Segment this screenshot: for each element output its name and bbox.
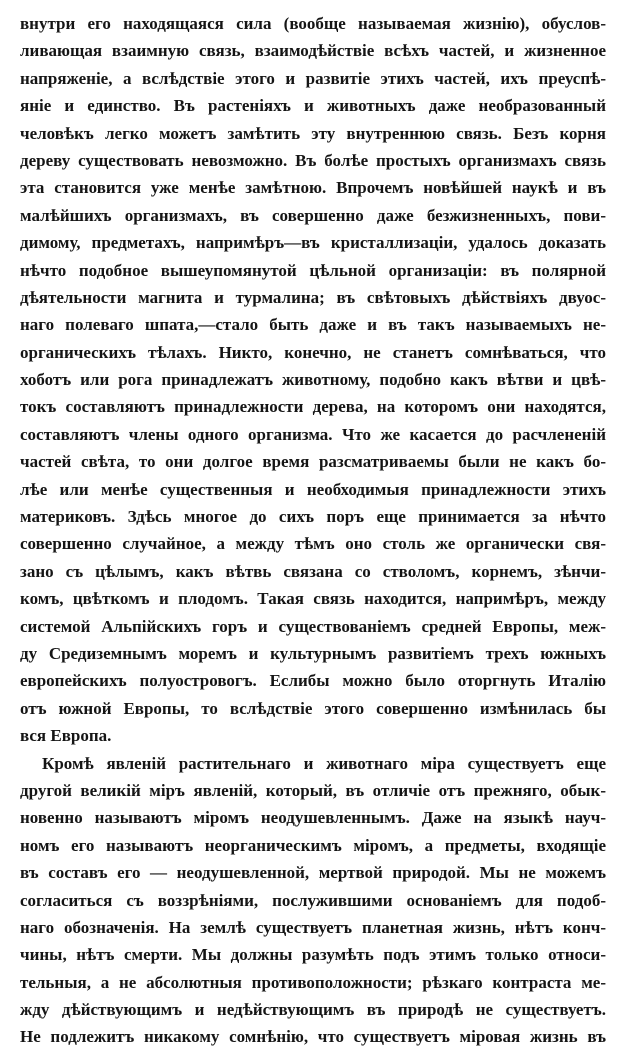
text-line: внутри его находящаяся сила (вообще называемая жизнію), обуслов- — [20, 14, 606, 33]
paragraph — [20, 10, 606, 750]
text-line: органическихъ тѣлахъ. Никто, конечно, не станетъ сомнѣваться, что — [20, 342, 606, 362]
text-line: европейскихъ полуостровогъ. Еслибы можно было оторгнуть Италію — [20, 671, 606, 691]
text-line: тельныя, а не абсолютныя противоположности; рѣзкаго контраста ме- — [20, 972, 606, 992]
text-line: ливающая взаимную связь, взаимодѣйствіе всѣхъ частей, и жизненное — [20, 41, 606, 61]
text-line: наго полеваго шпата,—стало быть даже и въ такъ называемыхъ не- — [20, 315, 606, 335]
page-body-text — [20, 10, 606, 1051]
text-line: составляютъ члены одного организма. Что же касается до расчлененій — [20, 424, 606, 444]
text-line: системой Альпійскихъ горъ и существованіемъ средней Европы, меж- — [20, 616, 606, 636]
text-line: Кромѣ явленій растительнаго и животнаго міра существуетъ еще — [42, 753, 606, 773]
text-line: токъ составляютъ принадлежности дерева, на которомъ они находятся, — [20, 397, 606, 417]
text-line: комъ, цвѣткомъ и плодомъ. Такая связь находится, напримѣръ, между — [20, 589, 606, 609]
text-line: человѣкъ легко можетъ замѣтить эту внутреннюю связь. Безъ корня — [20, 123, 606, 143]
text-line: чины, нѣтъ смерти. Мы должны разумѣть подъ этимъ только относи- — [20, 945, 606, 965]
text-line: малѣйшихъ организмахъ, въ совершенно даже безжизненныхъ, пови- — [20, 205, 606, 225]
paragraph — [20, 750, 606, 1051]
text-line: зано съ цѣлымъ, какъ вѣтвь связана со стволомъ, корнемъ, зѣнчи- — [20, 561, 606, 581]
text-line: наго обозначенія. На землѣ существуетъ планетная жизнь, нѣтъ конч- — [20, 917, 606, 937]
text-line: хоботъ или рога принадлежатъ животному, подобно какъ вѣтви и цвѣ- — [20, 370, 606, 390]
text-line: Не подлежитъ никакому сомнѣнію, что существуетъ міровая жизнь въ — [20, 1027, 606, 1047]
text-line: дереву существовать невозможно. Въ болѣе простыхъ организмахъ связь — [20, 150, 606, 170]
text-line: новенно называютъ міромъ неодушевленнымъ. Даже на языкѣ науч- — [20, 808, 606, 828]
text-line: совершенно случайное, а между тѣмъ оно столь же органически свя- — [20, 534, 606, 554]
text-line: ду Средиземнымъ моремъ и культурнымъ развитіемъ трехъ южныхъ — [20, 643, 606, 663]
text-line: лѣе или менѣе существенныя и необходимыя принадлежности этихъ — [20, 479, 606, 499]
text-line: напряженіе, а вслѣдствіе этого и развитіе этихъ частей, ихъ преуспѣ- — [20, 68, 606, 88]
text-line: дѣятельности магнита и турмалина; въ свѣтовыхъ дѣйствіяхъ двуос- — [20, 287, 606, 307]
text-line: жду дѣйствующимъ и недѣйствующимъ въ природѣ не существуетъ. — [20, 1000, 606, 1020]
text-line: согласиться съ воззрѣніями, послужившими основаніемъ для подоб- — [20, 890, 606, 910]
text-line: въ составъ его — неодушевленной, мертвой природой. Мы не можемъ — [20, 863, 606, 883]
text-line: материковъ. Здѣсь многое до сихъ поръ еще принимается за нѣчто — [20, 507, 606, 527]
text-line: частей свѣта, то они долгое время разсматриваемы были не какъ бо- — [20, 452, 606, 472]
text-line: другой великій міръ явленій, который, въ отличіе отъ прежняго, обык- — [20, 780, 606, 800]
text-line: номъ его называютъ неорганическимъ міромъ, а предметы, входящіе — [20, 835, 606, 855]
text-line: вся Европа. — [20, 726, 112, 746]
text-line: эта становится уже менѣе замѣтною. Впрочемъ новѣйшей наукѣ и въ — [20, 178, 606, 198]
text-line: отъ южной Европы, то вслѣдствіе этого совершенно измѣнилась бы — [20, 698, 606, 718]
text-line: яніе и единство. Въ растеніяхъ и животныхъ даже необразованный — [20, 96, 606, 116]
text-line: димому, предметахъ, напримѣръ—въ кристаллизаціи, удалось доказать — [20, 233, 606, 253]
text-line: нѣчто подобное вышеупомянутой цѣльной организаціи: въ полярной — [20, 260, 606, 280]
